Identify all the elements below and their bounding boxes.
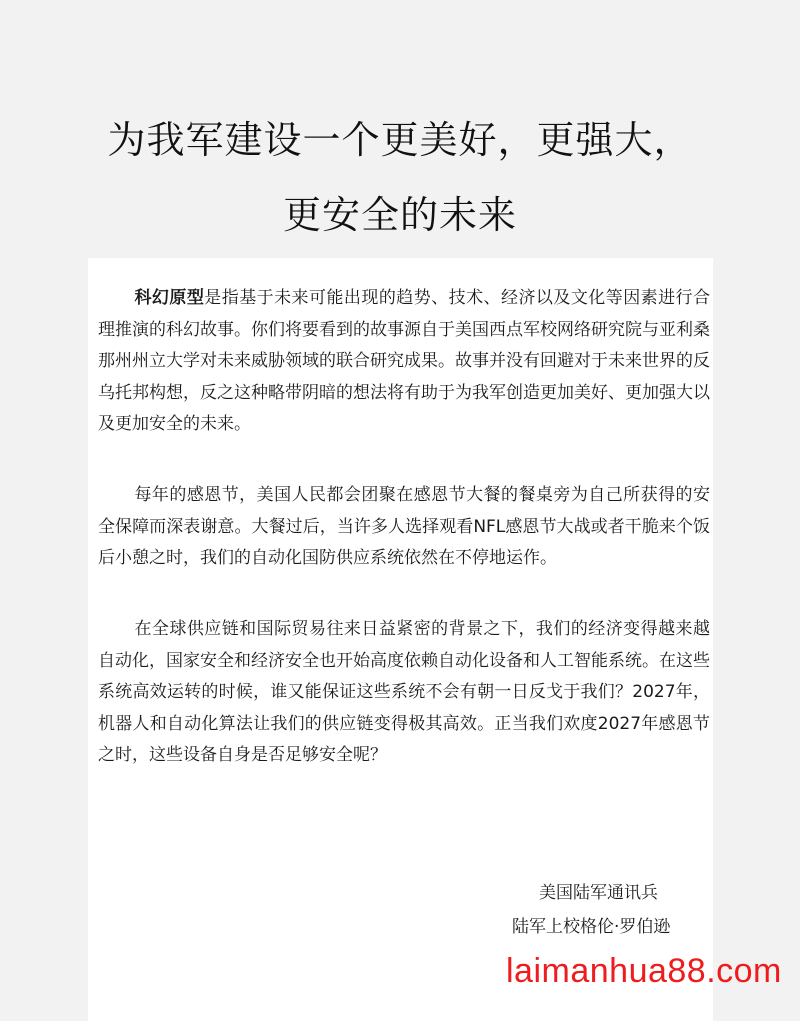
site-watermark: laimanhua88.com [506, 952, 782, 990]
intro-lead-term: 科幻原型 [134, 288, 205, 308]
intro-paragraph [98, 283, 710, 441]
signature-organization: 美国陆军通讯兵 [539, 883, 658, 903]
page-title-line-2: 更安全的未来 [282, 193, 517, 237]
signature-name: 陆军上校格伦·罗伯逊 [512, 917, 671, 937]
intro-paragraph-text: 是指基于未来可能出现的趋势、技术、经济以及文化等因素进行合理推演的科幻故事。你们将要看到的故事源自于美国西点军校网络研究院与亚利桑那州州立大学对未来威胁领域的联合研究成果。故事并没有回避对于未来世界的反乌托邦构想，反之这种略带阴暗的想法将有助于为我军创造更加美好、更加强大以及更加安全的未来。 [98, 288, 711, 434]
supply-chain-paragraph-text: 在全球供应链和国际贸易往来日益紧密的背景之下，我们的经济变得越来越自动化，国家安全和经济安全也开始高度依赖自动化设备和人工智能系统。在这些系统高效运转的时候，谁又能保证这些系统不会有朝一日反戈于我们？2027年，机器人和自动化算法让我们的供应链变得极其高效。正当我们欢度2027年感恩节之时，这些设备自身是否足够安全呢？ [98, 619, 710, 765]
thanksgiving-paragraph-text: 每年的感恩节，美国人民都会团聚在感恩节大餐的餐桌旁为自己所获得的安全保障而深表谢意。大餐过后，当许多人选择观看NFL感恩节大战或者干脆来个饭后小憩之时，我们的自动化国防供应系统依然在不停地运作。 [98, 485, 710, 568]
thanksgiving-paragraph [98, 480, 710, 575]
page-title-line-1: 为我军建设一个更美好，更强大， [107, 118, 693, 162]
supply-chain-paragraph [98, 614, 710, 772]
